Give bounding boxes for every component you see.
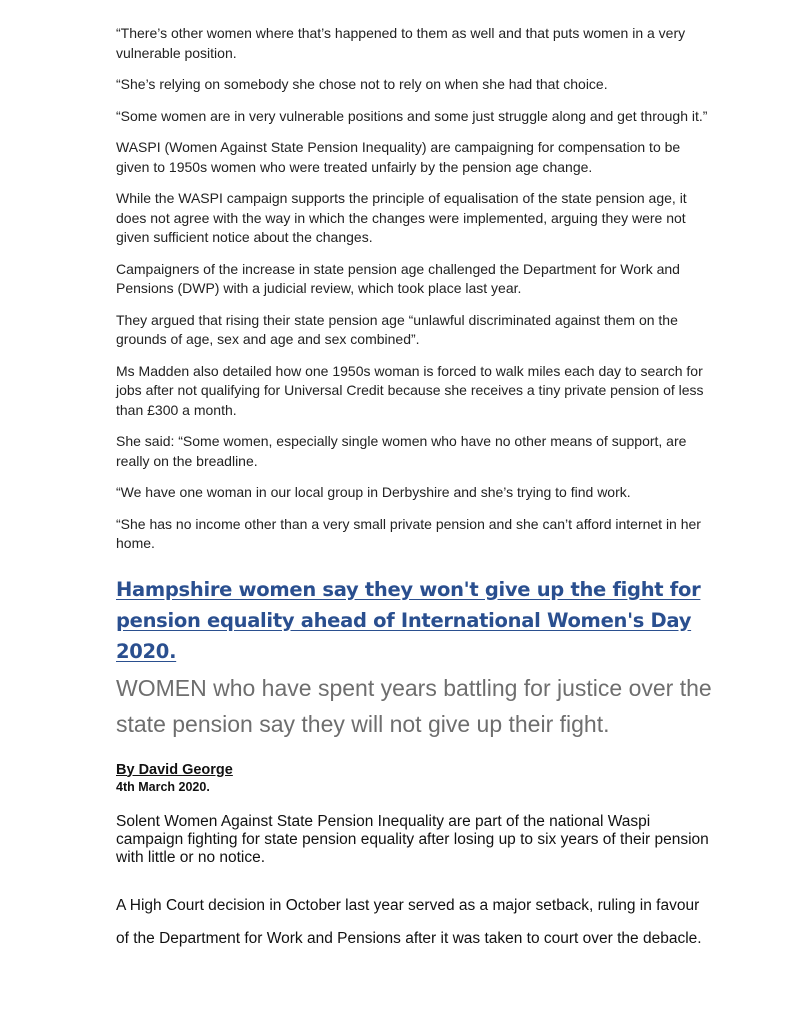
article-body-paragraph-1: Solent Women Against State Pension Inequality are part of the national Waspi campaign fighting for state pension equality after losing up to six years of their pension with little or no notice.	[116, 812, 709, 866]
breadline-paragraph: She said: “Some women, especially single women who have no other means of support, are really on the breadline.	[116, 433, 687, 469]
document-page	[116, 24, 716, 955]
quote-paragraph-1: “There’s other women where that’s happened to them as well and that puts women in a very vulnerable position.	[116, 25, 686, 61]
quote-paragraph-3: “Some women are in very vulnerable positions and some just struggle along and get through it.”	[116, 107, 708, 124]
income-paragraph: “She has no income other than a very small private pension and she can’t afford internet in her home.	[116, 515, 701, 551]
judicial-review-paragraph: Campaigners of the increase in state pension age challenged the Department for Work and Pensions (DWP) with a judicial review, which took place last year.	[116, 260, 680, 296]
equalisation-paragraph: While the WASPI campaign supports the principle of equalisation of the state pension age, it does not agree with the way in which the changes were implemented, arguing they were not given sufficient notice about the changes.	[116, 190, 687, 245]
quote-paragraph-2: “She’s relying on somebody she chose not to rely on when she had that choice.	[116, 76, 608, 92]
argued-paragraph: They argued that rising their state pension age “unlawful discriminated against them on the grounds of age, sex and age and sex combined”.	[116, 311, 678, 347]
madden-paragraph: Ms Madden also detailed how one 1950s woman is forced to walk miles each day to search for jobs after not qualifying for Universal Credit because she receives a tiny private pension of less than £300 a month.	[116, 362, 704, 418]
article-headline-link[interactable]: Hampshire women say they won't give up the fight for pension equality ahead of International Women's Day 2020.	[116, 577, 701, 663]
derbyshire-paragraph: “We have one woman in our local group in Derbyshire and she’s trying to find work.	[116, 484, 631, 500]
waspi-paragraph: WASPI (Women Against State Pension Inequality) are campaigning for compensation to be given to 1950s women who were treated unfairly by the pension age change.	[116, 139, 681, 175]
article-byline-link[interactable]: By David George	[116, 761, 233, 778]
article-body-paragraph-2: A High Court decision in October last year served as a major setback, ruling in favour of the Department for Work and Pensions after it was taken to court over the debacle.	[116, 896, 702, 947]
article-date: 4th March 2020.	[116, 779, 210, 794]
article-lead: WOMEN who have spent years battling for justice over the state pension say they will not give up their fight.	[116, 674, 712, 737]
